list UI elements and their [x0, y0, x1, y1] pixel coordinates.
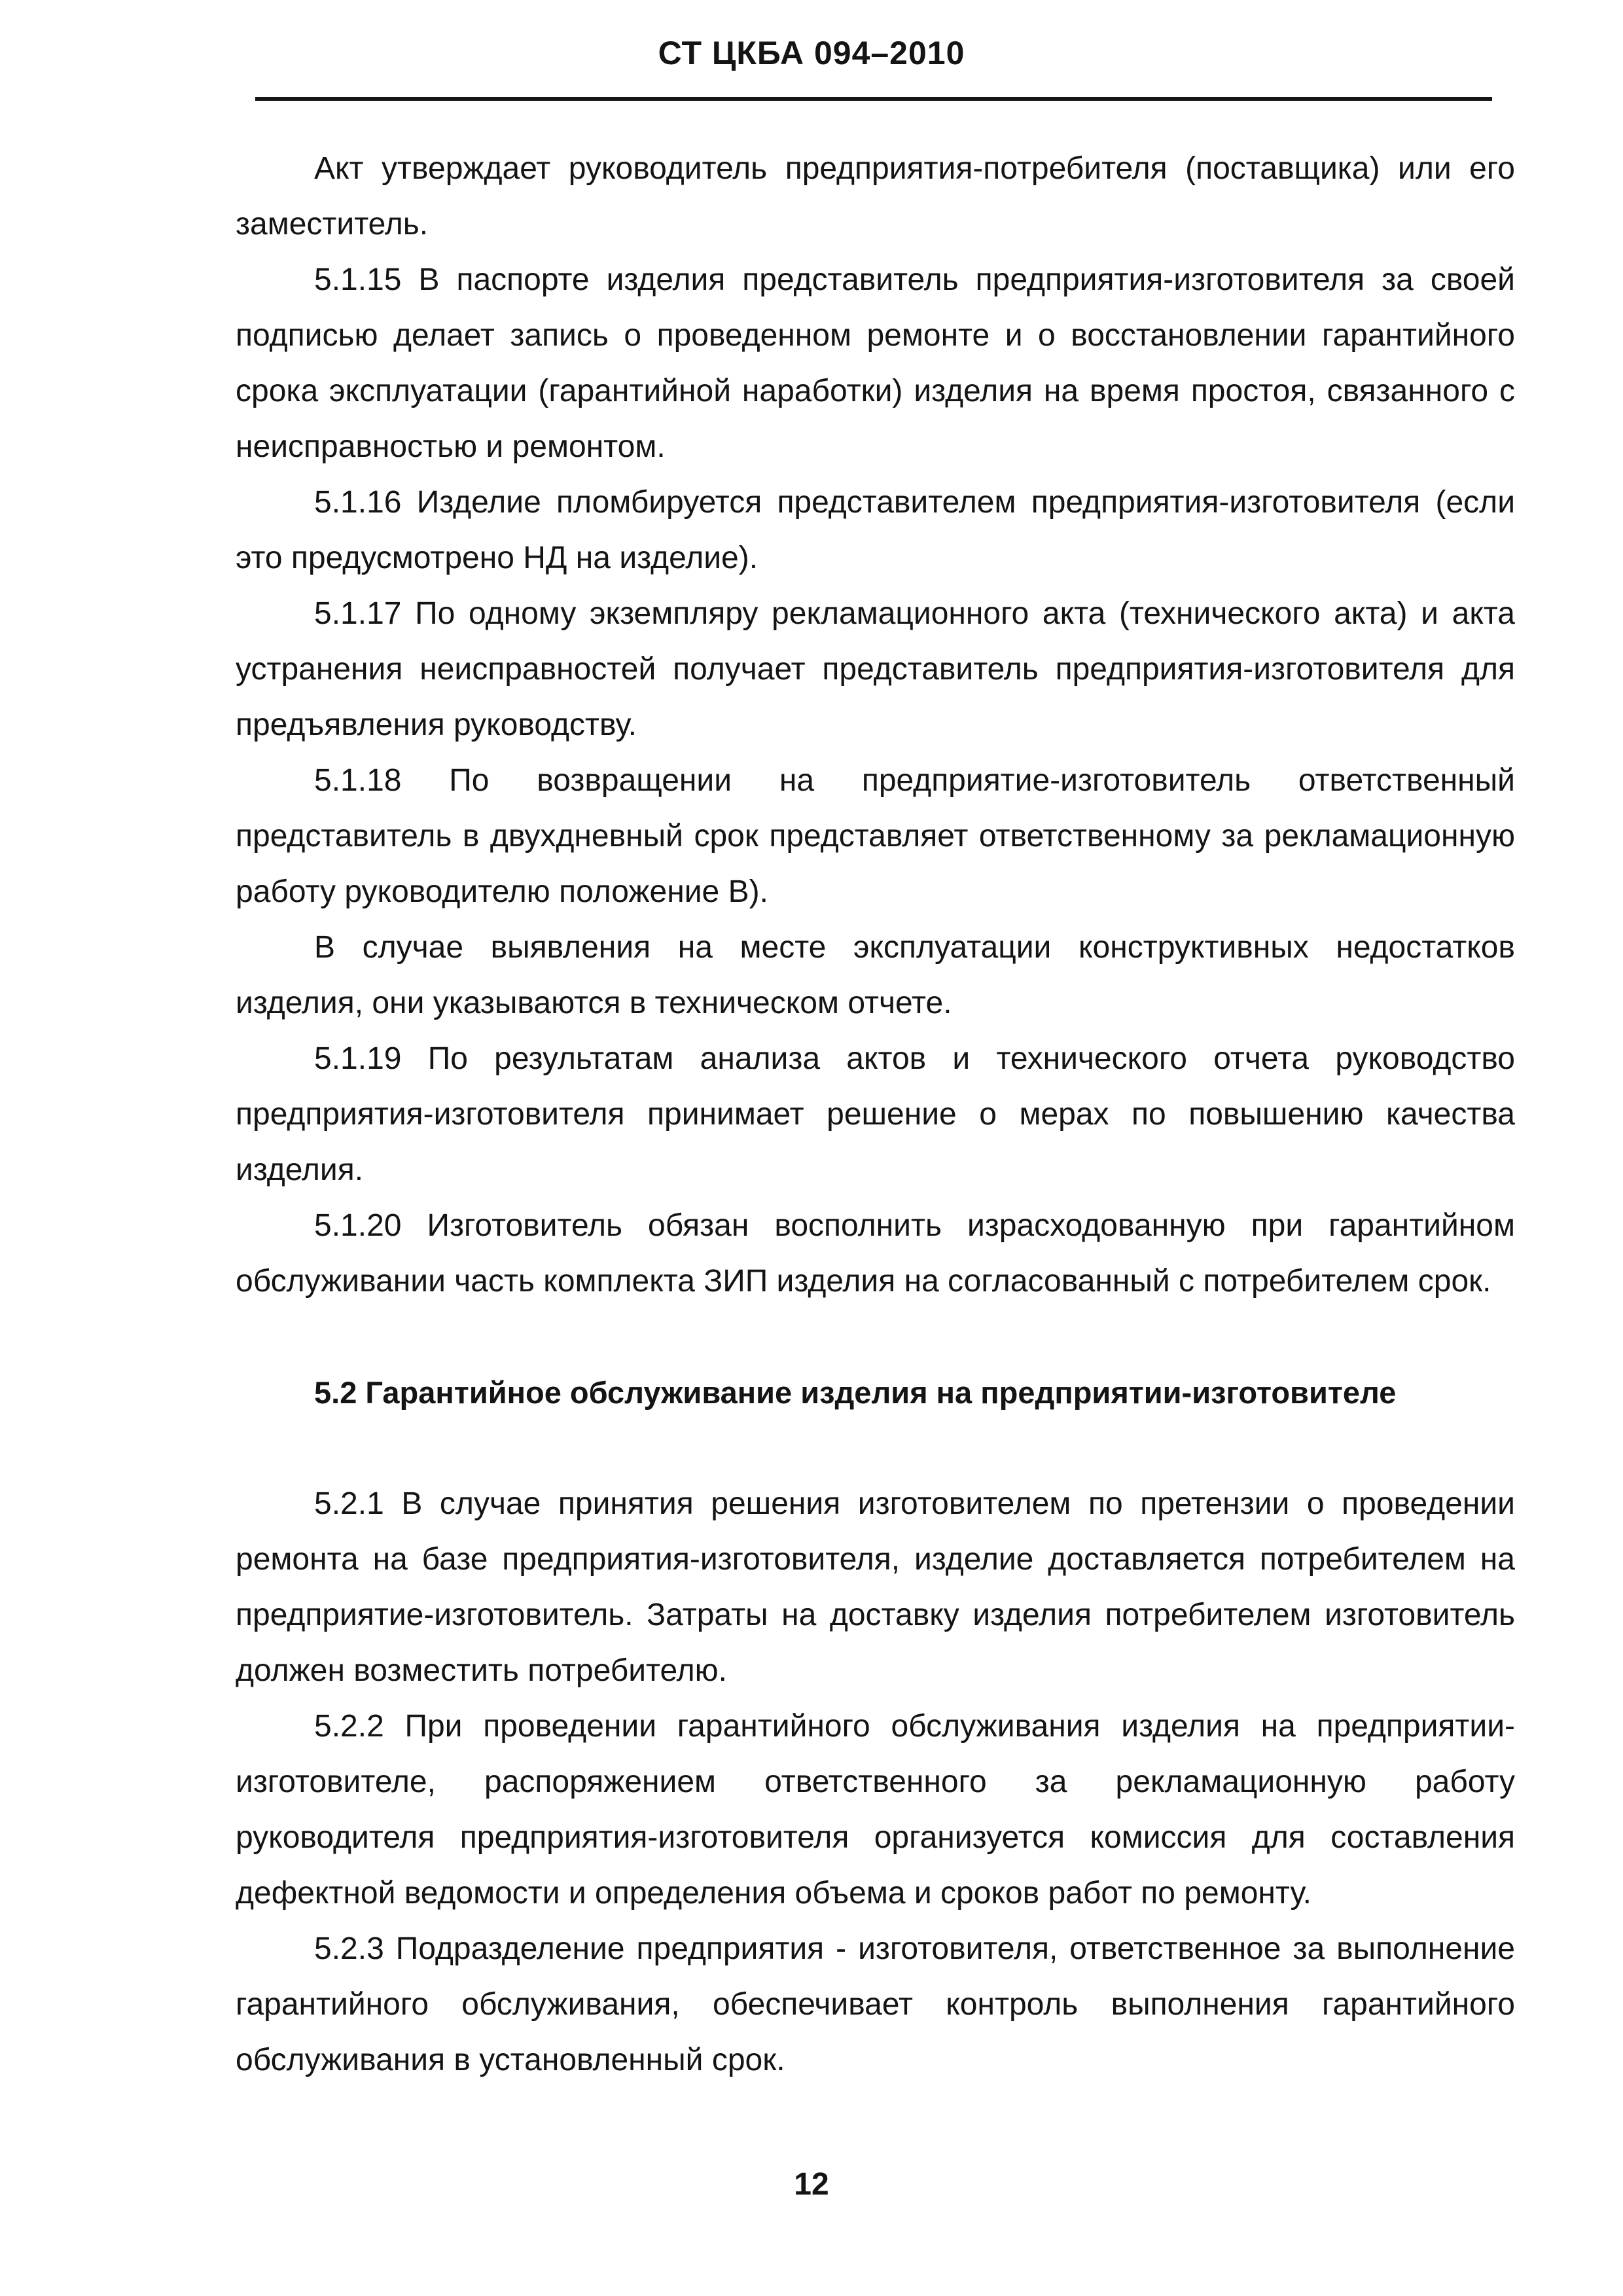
paragraph-5-2-1: 5.2.1 В случае принятия решения изготовителем по претензии о проведении ремонта на базе предприятия-изготовителя, изделие доставляется потребителем на предприятие-изготовитель. Затраты на доставку изделия потребителем изготовитель должен возместить потребителю. — [236, 1486, 1515, 1688]
header-divider — [255, 97, 1492, 101]
paragraph-5-1-18: 5.1.18 По возвращении на предприятие-изготовитель ответственный представитель в двухдневный срок представляет ответственному за рекламационную работу руководителю положение В). — [236, 763, 1515, 909]
page-number: 12 — [794, 2167, 829, 2202]
paragraph-5-1-20: 5.1.20 Изготовитель обязан восполнить израсходованную при гарантийном обслуживании часть комплекта ЗИП изделия на согласованный с потребителем срок. — [236, 1208, 1515, 1299]
paragraph-5-2-2: 5.2.2 При проведении гарантийного обслуживания изделия на предприятии-изготовителе, распоряжением ответственного за рекламационную работу руководителя предприятия-изготовителя организуется комиссия для составления дефектной ведомости и определения объема и сроков работ по ремонту. — [236, 1709, 1515, 1910]
document-code-header: СТ ЦКБА 094–2010 — [658, 35, 965, 71]
paragraph-5-1-16: 5.1.16 Изделие пломбируется представителем предприятия-изготовителя (если это предусмотрено НД на изделие). — [236, 485, 1515, 575]
paragraph-5-1-19: 5.1.19 По результатам анализа актов и технического отчета руководство предприятия-изготовителя принимает решение о мерах по повышению качества изделия. — [236, 1041, 1515, 1187]
paragraph-5-1-15: 5.1.15 В паспорте изделия представитель предприятия-изготовителя за своей подписью делает запись о проведенном ремонте и о восстановлении гарантийного срока эксплуатации (гарантийной наработки) изделия на время простоя, связанного с неисправностью и ремонтом. — [236, 262, 1515, 464]
paragraph-design-defects: В случае выявления на месте эксплуатации конструктивных недостатков изделия, они указываются в техническом отчете. — [236, 930, 1515, 1020]
section-heading-5-2: 5.2 Гарантийное обслуживание изделия на предприятии-изготовителе — [314, 1375, 1397, 1410]
paragraph-5-1-17: 5.1.17 По одному экземпляру рекламационного акта (технического акта) и акта устранения неисправностей получает представитель предприятия-изготовителя для предъявления руководству. — [236, 596, 1515, 742]
paragraph-5-2-3: 5.2.3 Подразделение предприятия - изготовителя, ответственное за выполнение гарантийного обслуживания, обеспечивает контроль выполнения гарантийного обслуживания в установленный срок. — [236, 1931, 1515, 2077]
paragraph-act-approval: Акт утверждает руководитель предприятия-потребителя (поставщика) или его заместитель. — [236, 151, 1515, 242]
page-body — [236, 141, 1515, 2088]
